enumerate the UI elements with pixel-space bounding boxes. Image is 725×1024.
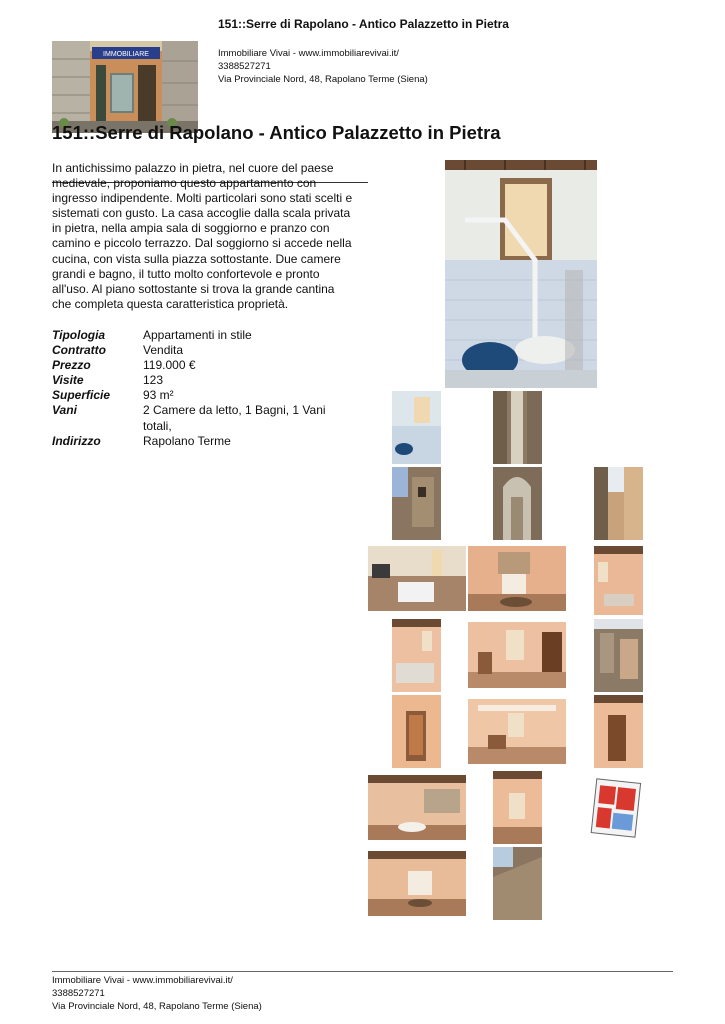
- detail-value: 2 Camere da letto, 1 Bagni, 1 Vani totali,: [143, 403, 326, 433]
- thumbnail-photo[interactable]: [392, 619, 441, 692]
- property-details-table: [52, 328, 352, 449]
- agency-address: Via Provinciale Nord, 48, Rapolano Terme (Siena): [218, 74, 428, 85]
- detail-label: Prezzo: [52, 358, 91, 373]
- detail-value: 93 m²: [143, 388, 174, 403]
- thumbnail-photo[interactable]: [368, 775, 466, 840]
- detail-label: Indirizzo: [52, 433, 101, 448]
- thumbnail-photo[interactable]: [594, 695, 643, 768]
- thumbnail-photo[interactable]: [392, 695, 441, 768]
- footer-divider: [52, 971, 673, 972]
- detail-value: 123: [143, 373, 164, 388]
- footer-phone: 3388527271: [52, 988, 105, 999]
- thumbnail-photo[interactable]: [493, 771, 542, 844]
- thumbnail-photo[interactable]: [468, 546, 566, 611]
- detail-label: Visite: [52, 373, 84, 388]
- thumbnail-photo[interactable]: [594, 619, 643, 692]
- agency-phone: 3388527271: [218, 61, 271, 72]
- thumbnail-photo[interactable]: [392, 467, 441, 540]
- thumbnail-photo[interactable]: [493, 847, 542, 920]
- header-title: 151::Serre di Rapolano - Antico Palazzetto in Pietra: [218, 17, 509, 31]
- detail-label: Superficie: [52, 388, 111, 403]
- detail-row-prezzo: [52, 358, 352, 373]
- detail-value: 119.000 €: [143, 358, 196, 373]
- detail-label: Vani: [52, 403, 77, 418]
- thumbnail-photo[interactable]: [594, 546, 643, 615]
- detail-row-tipologia: [52, 328, 352, 343]
- detail-value: Rapolano Terme: [143, 433, 231, 448]
- thumbnail-photo[interactable]: [493, 391, 542, 464]
- detail-value: Vendita: [143, 343, 184, 358]
- logo-sign-text: IMMOBILIARE: [103, 51, 149, 58]
- footer-agency-name-url: Immobiliare Vivai - www.immobiliarevivai.it/: [52, 975, 233, 986]
- detail-label: Contratto: [52, 343, 106, 358]
- main-photo-bathroom[interactable]: [445, 160, 597, 388]
- property-description: In antichissimo palazzo in pietra, nel cuore del paese medievale, proponiamo questo appartamento con ingresso indipendente. Molti particolari sono stati scelti e sistemati con gusto. La casa accoglie dalla scala privata in pietra, nella ampia sala di soggiorno e pranzo con camino e piccolo terrazzo. Dal soggiorno si accede nella cucina, con vista sulla piazza sottostante. Due camere grandi e bagno, il tutto molto confortevole e pronto all'uso. Al piano sottostante si trova la grande cantina che completa questa caratteristica proprietà.: [52, 161, 353, 311]
- agency-contact-block: [218, 47, 428, 86]
- detail-value: Appartamenti in stile: [143, 328, 252, 342]
- thumbnail-photo[interactable]: [468, 699, 566, 764]
- detail-row-indirizzo: [52, 434, 352, 449]
- detail-label: Tipologia: [52, 328, 106, 342]
- thumbnail-photo[interactable]: [392, 391, 441, 464]
- agency-name-url: Immobiliare Vivai - www.immobiliarevivai.it/: [218, 48, 399, 59]
- page-title: 151::Serre di Rapolano - Antico Palazzetto in Pietra: [52, 122, 501, 143]
- agency-logo-photo: [52, 41, 198, 133]
- detail-row-visite: [52, 373, 352, 388]
- detail-row-contratto: [52, 343, 352, 358]
- thumbnail-photo[interactable]: [468, 622, 566, 688]
- footer-contact-block: [52, 974, 262, 1013]
- detail-row-vani: [52, 403, 352, 433]
- thumbnail-photo[interactable]: [368, 546, 466, 611]
- thumbnail-photo[interactable]: [493, 467, 542, 540]
- detail-row-superficie: [52, 388, 352, 403]
- thumbnail-photo[interactable]: [594, 467, 643, 540]
- footer-address: Via Provinciale Nord, 48, Rapolano Terme (Siena): [52, 1001, 262, 1012]
- agency-storefront-image: [52, 41, 198, 133]
- thumbnail-photo[interactable]: [368, 851, 466, 916]
- thumbnail-floorplan[interactable]: [584, 773, 648, 842]
